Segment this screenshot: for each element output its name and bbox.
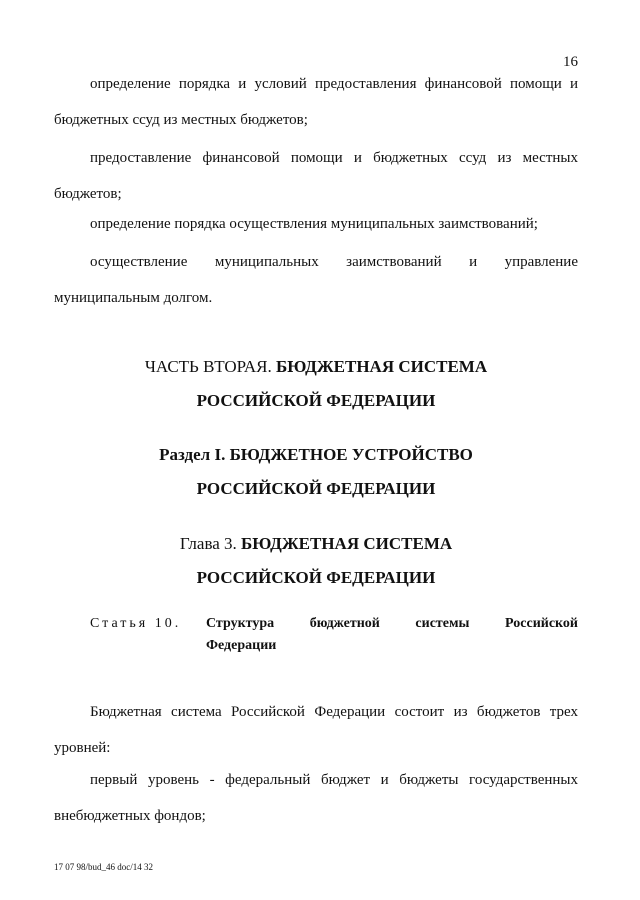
paragraph-line: уровней: <box>54 740 111 756</box>
chapter-heading <box>54 527 578 595</box>
paragraph-line: определение порядка осуществления муниципальных заимствований; <box>90 216 538 232</box>
article-title-line1: Структура бюджетной системы Российской <box>206 616 578 631</box>
section-heading-line1: Раздел I. БЮДЖЕТНОЕ УСТРОЙСТВО <box>159 445 473 464</box>
part-heading-line2: РОССИЙСКОЙ ФЕДЕРАЦИИ <box>196 391 436 410</box>
chapter-heading-prefix: Глава 3. <box>179 534 242 553</box>
paragraph-line: осуществление муниципальных заимствований и управление <box>90 254 578 270</box>
chapter-heading-line2: РОССИЙСКОЙ ФЕДЕРАЦИИ <box>196 568 436 587</box>
part-heading-title: БЮДЖЕТНАЯ СИСТЕМА <box>276 357 488 376</box>
paragraph <box>54 74 578 130</box>
paragraph-line: определение порядка и условий предоставления финансовой помощи и <box>90 76 578 92</box>
paragraph-line: внебюджетных фондов; <box>54 808 206 824</box>
paragraph <box>54 702 578 758</box>
page-number: 16 <box>563 54 578 70</box>
section-heading <box>54 438 578 506</box>
paragraph-line: первый уровень - федеральный бюджет и бюджеты государственных <box>90 772 578 788</box>
paragraph-line: муниципальным долгом. <box>54 290 213 306</box>
paragraph-line: Бюджетная система Российской Федерации состоит из бюджетов трех <box>90 704 578 720</box>
part-heading <box>54 350 578 418</box>
paragraph <box>54 770 578 826</box>
paragraph-line: бюджетных ссуд из местных бюджетов; <box>54 112 308 128</box>
paragraph <box>54 214 578 234</box>
article-title-line2: Федерации <box>206 638 277 653</box>
part-heading-prefix: ЧАСТЬ ВТОРАЯ. <box>144 357 277 376</box>
section-heading-line2: РОССИЙСКОЙ ФЕДЕРАЦИИ <box>196 479 436 498</box>
paragraph-line: предоставление финансовой помощи и бюджетных ссуд из местных <box>90 150 578 166</box>
chapter-heading-title: БЮДЖЕТНАЯ СИСТЕМА <box>241 534 453 553</box>
article-title <box>206 613 578 657</box>
footer-file-reference: 17 07 98/bud_46 doc/14 32 <box>54 862 153 872</box>
paragraph <box>54 148 578 204</box>
paragraph-line: бюджетов; <box>54 186 122 202</box>
paragraph <box>54 252 578 308</box>
article-label: Статья 10. <box>90 616 182 631</box>
